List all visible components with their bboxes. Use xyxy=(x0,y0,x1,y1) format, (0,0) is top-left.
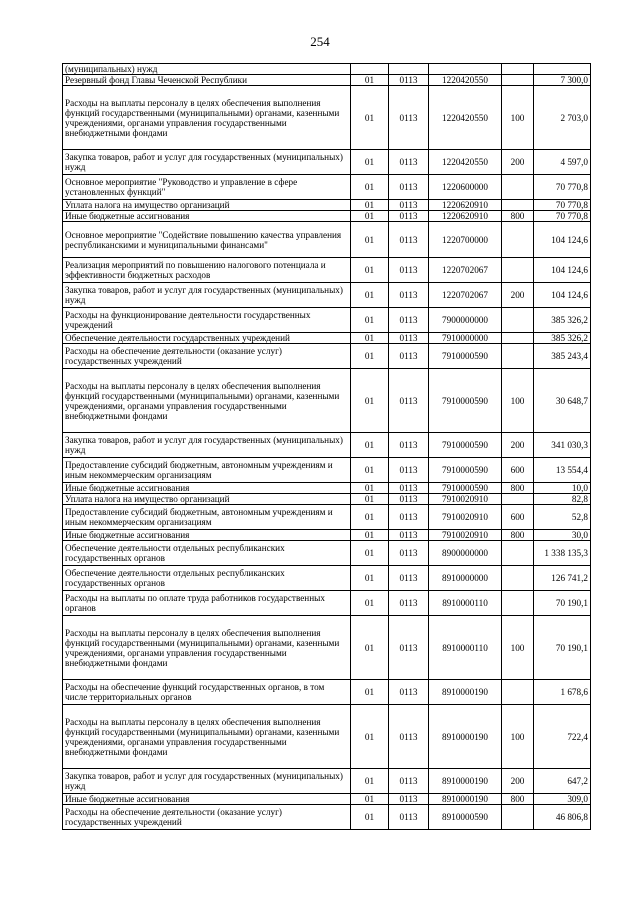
row-name-cell: Расходы на выплаты по оплате труда работников государственных органов xyxy=(63,591,351,616)
row-vr-cell: 600 xyxy=(502,458,534,483)
row-vr-cell xyxy=(502,175,534,200)
row-vr-cell: 200 xyxy=(502,150,534,175)
row-sum-cell: 722,4 xyxy=(534,705,591,769)
row-csr-cell: 8910000000 xyxy=(429,566,502,591)
row-rz-cell: 01 xyxy=(351,283,389,308)
row-pr-cell: 0113 xyxy=(389,369,429,433)
row-vr-cell xyxy=(502,222,534,258)
row-csr-cell: 1220420550 xyxy=(429,150,502,175)
row-name-cell: Расходы на обеспечение деятельности (оказание услуг) государственных учреждений xyxy=(63,805,351,830)
row-pr-cell: 0113 xyxy=(389,458,429,483)
row-name-cell: Обеспечение деятельности отдельных республиканских государственных органов xyxy=(63,541,351,566)
row-sum-cell: 52,8 xyxy=(534,505,591,530)
row-rz-cell: 01 xyxy=(351,616,389,680)
row-rz-cell: 01 xyxy=(351,150,389,175)
table-row xyxy=(63,805,591,830)
table-row xyxy=(63,64,591,75)
row-name-cell: Основное мероприятие "Руководство и управление в сфере установленных функций" xyxy=(63,175,351,200)
row-pr-cell: 0113 xyxy=(389,705,429,769)
row-csr-cell: 7910000590 xyxy=(429,483,502,494)
table-row xyxy=(63,75,591,86)
row-csr-cell: 7910020910 xyxy=(429,530,502,541)
row-sum-cell: 82,8 xyxy=(534,494,591,505)
table-row xyxy=(63,86,591,150)
row-rz-cell xyxy=(351,64,389,75)
row-name-cell: Расходы на функционирование деятельности государственных учреждений xyxy=(63,308,351,333)
row-pr-cell: 0113 xyxy=(389,566,429,591)
budget-table xyxy=(62,63,591,830)
row-rz-cell: 01 xyxy=(351,200,389,211)
row-name-cell: Иные бюджетные ассигнования xyxy=(63,530,351,541)
row-csr-cell: 7910020910 xyxy=(429,494,502,505)
table-row xyxy=(63,541,591,566)
row-pr-cell: 0113 xyxy=(389,483,429,494)
row-vr-cell xyxy=(502,200,534,211)
row-sum-cell: 70 770,8 xyxy=(534,175,591,200)
row-sum-cell: 104 124,6 xyxy=(534,222,591,258)
row-name-cell: Закупка товаров, работ и услуг для государственных (муниципальных) нужд xyxy=(63,283,351,308)
row-vr-cell: 200 xyxy=(502,283,534,308)
row-pr-cell: 0113 xyxy=(389,616,429,680)
table-row xyxy=(63,344,591,369)
row-rz-cell: 01 xyxy=(351,530,389,541)
row-name-cell: Резервный фонд Главы Чеченской Республики xyxy=(63,75,351,86)
row-csr-cell: 1220702067 xyxy=(429,283,502,308)
row-pr-cell: 0113 xyxy=(389,86,429,150)
row-rz-cell: 01 xyxy=(351,211,389,222)
row-vr-cell: 200 xyxy=(502,769,534,794)
table-row xyxy=(63,458,591,483)
table-row xyxy=(63,505,591,530)
row-vr-cell: 100 xyxy=(502,369,534,433)
row-csr-cell: 7910000590 xyxy=(429,369,502,433)
row-pr-cell: 0113 xyxy=(389,150,429,175)
row-rz-cell: 01 xyxy=(351,769,389,794)
row-rz-cell: 01 xyxy=(351,705,389,769)
row-rz-cell: 01 xyxy=(351,505,389,530)
table-row xyxy=(63,794,591,805)
row-pr-cell: 0113 xyxy=(389,333,429,344)
row-name-cell: Закупка товаров, работ и услуг для государственных (муниципальных) нужд xyxy=(63,769,351,794)
row-sum-cell: 30,0 xyxy=(534,530,591,541)
table-row xyxy=(63,369,591,433)
row-rz-cell: 01 xyxy=(351,680,389,705)
row-sum-cell: 70 770,8 xyxy=(534,211,591,222)
row-sum-cell: 70 770,8 xyxy=(534,200,591,211)
row-name-cell: Обеспечение деятельности отдельных республиканских государственных органов xyxy=(63,566,351,591)
table-row xyxy=(63,433,591,458)
row-name-cell: Обеспечение деятельности государственных учреждений xyxy=(63,333,351,344)
row-pr-cell: 0113 xyxy=(389,591,429,616)
row-csr-cell: 1220620910 xyxy=(429,211,502,222)
row-vr-cell: 800 xyxy=(502,530,534,541)
row-sum-cell: 1 338 135,3 xyxy=(534,541,591,566)
row-rz-cell: 01 xyxy=(351,494,389,505)
row-vr-cell xyxy=(502,494,534,505)
row-pr-cell: 0113 xyxy=(389,175,429,200)
row-pr-cell: 0113 xyxy=(389,211,429,222)
table-row xyxy=(63,769,591,794)
row-csr-cell: 1220420550 xyxy=(429,75,502,86)
row-sum-cell: 46 806,8 xyxy=(534,805,591,830)
table-row xyxy=(63,308,591,333)
row-csr-cell xyxy=(429,64,502,75)
row-rz-cell: 01 xyxy=(351,222,389,258)
row-csr-cell: 1220700000 xyxy=(429,222,502,258)
row-csr-cell: 8910000110 xyxy=(429,616,502,680)
row-csr-cell: 8910000190 xyxy=(429,680,502,705)
row-name-cell: Закупка товаров, работ и услуг для государственных (муниципальных) нужд xyxy=(63,433,351,458)
table-row xyxy=(63,175,591,200)
row-pr-cell: 0113 xyxy=(389,541,429,566)
row-vr-cell xyxy=(502,680,534,705)
row-rz-cell: 01 xyxy=(351,344,389,369)
row-name-cell: Уплата налога на имущество организаций xyxy=(63,494,351,505)
row-pr-cell: 0113 xyxy=(389,258,429,283)
row-rz-cell: 01 xyxy=(351,483,389,494)
row-vr-cell xyxy=(502,344,534,369)
row-rz-cell: 01 xyxy=(351,258,389,283)
row-sum-cell: 126 741,2 xyxy=(534,566,591,591)
page-number: 254 xyxy=(310,34,330,49)
row-csr-cell: 1220600000 xyxy=(429,175,502,200)
row-sum-cell: 10,0 xyxy=(534,483,591,494)
table-row xyxy=(63,680,591,705)
row-csr-cell: 7910020910 xyxy=(429,505,502,530)
row-pr-cell: 0113 xyxy=(389,530,429,541)
row-vr-cell: 800 xyxy=(502,211,534,222)
row-rz-cell: 01 xyxy=(351,541,389,566)
row-rz-cell: 01 xyxy=(351,591,389,616)
row-name-cell: Иные бюджетные ассигнования xyxy=(63,211,351,222)
row-sum-cell: 104 124,6 xyxy=(534,283,591,308)
row-rz-cell: 01 xyxy=(351,433,389,458)
row-name-cell: Расходы на выплаты персоналу в целях обеспечения выполнения функций государственными (муниципальными) органами, казенными учреждениями, органами управления государственными внебюджетными фондами xyxy=(63,369,351,433)
row-rz-cell: 01 xyxy=(351,794,389,805)
row-pr-cell: 0113 xyxy=(389,433,429,458)
row-csr-cell: 8910000190 xyxy=(429,769,502,794)
row-name-cell: Предоставление субсидий бюджетным, автономным учреждениям и иным некоммерческим организациям xyxy=(63,505,351,530)
row-name-cell: Расходы на выплаты персоналу в целях обеспечения выполнения функций государственными (муниципальными) органами, казенными учреждениями, органами управления государственными внебюджетными фондами xyxy=(63,86,351,150)
row-rz-cell: 01 xyxy=(351,333,389,344)
row-vr-cell: 200 xyxy=(502,433,534,458)
row-vr-cell: 100 xyxy=(502,86,534,150)
row-vr-cell xyxy=(502,541,534,566)
table-row xyxy=(63,258,591,283)
row-sum-cell: 385 326,2 xyxy=(534,333,591,344)
row-vr-cell: 100 xyxy=(502,705,534,769)
row-rz-cell: 01 xyxy=(351,458,389,483)
table-row xyxy=(63,494,591,505)
row-name-cell: Расходы на выплаты персоналу в целях обеспечения выполнения функций государственными (муниципальными) органами, казенными учреждениями, органами управления государственными внебюджетными фондами xyxy=(63,705,351,769)
table-row xyxy=(63,150,591,175)
row-pr-cell: 0113 xyxy=(389,200,429,211)
table-row xyxy=(63,211,591,222)
row-name-cell: Расходы на выплаты персоналу в целях обеспечения выполнения функций государственными (муниципальными) органами, казенными учреждениями, органами управления государственными внебюджетными фондами xyxy=(63,616,351,680)
row-sum-cell: 30 648,7 xyxy=(534,369,591,433)
row-sum-cell: 104 124,6 xyxy=(534,258,591,283)
row-vr-cell xyxy=(502,64,534,75)
row-pr-cell: 0113 xyxy=(389,308,429,333)
row-name-cell: (муниципальных) нужд xyxy=(63,64,351,75)
row-name-cell: Реализация мероприятий по повышению налогового потенциала и эффективности бюджетных расходов xyxy=(63,258,351,283)
row-csr-cell: 7900000000 xyxy=(429,308,502,333)
row-pr-cell: 0113 xyxy=(389,222,429,258)
row-sum-cell xyxy=(534,64,591,75)
row-csr-cell: 7910000590 xyxy=(429,433,502,458)
row-sum-cell: 2 703,0 xyxy=(534,86,591,150)
row-sum-cell: 647,2 xyxy=(534,769,591,794)
row-sum-cell: 1 678,6 xyxy=(534,680,591,705)
row-sum-cell: 309,0 xyxy=(534,794,591,805)
row-rz-cell: 01 xyxy=(351,86,389,150)
row-name-cell: Уплата налога на имущество организаций xyxy=(63,200,351,211)
row-sum-cell: 70 190,1 xyxy=(534,591,591,616)
row-vr-cell xyxy=(502,333,534,344)
row-name-cell: Предоставление субсидий бюджетным, автономным учреждениям и иным некоммерческим организациям xyxy=(63,458,351,483)
row-csr-cell: 8900000000 xyxy=(429,541,502,566)
table-row xyxy=(63,283,591,308)
row-sum-cell: 7 300,0 xyxy=(534,75,591,86)
row-csr-cell: 8910000190 xyxy=(429,705,502,769)
budget-table-body xyxy=(63,64,591,830)
row-vr-cell xyxy=(502,805,534,830)
row-rz-cell: 01 xyxy=(351,175,389,200)
row-csr-cell: 7910000590 xyxy=(429,458,502,483)
row-rz-cell: 01 xyxy=(351,308,389,333)
table-row xyxy=(63,333,591,344)
row-rz-cell: 01 xyxy=(351,566,389,591)
row-pr-cell: 0113 xyxy=(389,794,429,805)
row-vr-cell xyxy=(502,75,534,86)
row-pr-cell: 0113 xyxy=(389,283,429,308)
row-pr-cell: 0113 xyxy=(389,805,429,830)
row-pr-cell: 0113 xyxy=(389,494,429,505)
row-name-cell: Иные бюджетные ассигнования xyxy=(63,794,351,805)
row-pr-cell: 0113 xyxy=(389,505,429,530)
row-name-cell: Расходы на обеспечение деятельности (оказание услуг) государственных учреждений xyxy=(63,344,351,369)
row-vr-cell: 800 xyxy=(502,483,534,494)
row-vr-cell xyxy=(502,308,534,333)
table-row xyxy=(63,200,591,211)
row-rz-cell: 01 xyxy=(351,369,389,433)
row-vr-cell xyxy=(502,591,534,616)
row-csr-cell: 1220620910 xyxy=(429,200,502,211)
row-sum-cell: 70 190,1 xyxy=(534,616,591,680)
row-vr-cell: 600 xyxy=(502,505,534,530)
row-name-cell: Основное мероприятие "Содействие повышению качества управления республиканскими и муниципальными финансами" xyxy=(63,222,351,258)
row-name-cell: Расходы на обеспечение функций государственных органов, в том числе территориальных органов xyxy=(63,680,351,705)
row-sum-cell: 385 243,4 xyxy=(534,344,591,369)
row-csr-cell: 1220420550 xyxy=(429,86,502,150)
row-csr-cell: 8910000110 xyxy=(429,591,502,616)
table-row xyxy=(63,483,591,494)
row-pr-cell: 0113 xyxy=(389,75,429,86)
row-csr-cell: 7910000590 xyxy=(429,344,502,369)
row-sum-cell: 4 597,0 xyxy=(534,150,591,175)
table-row xyxy=(63,705,591,769)
row-csr-cell: 8910000190 xyxy=(429,794,502,805)
row-csr-cell: 7910000000 xyxy=(429,333,502,344)
row-sum-cell: 13 554,4 xyxy=(534,458,591,483)
row-rz-cell: 01 xyxy=(351,75,389,86)
row-sum-cell: 385 326,2 xyxy=(534,308,591,333)
row-vr-cell: 800 xyxy=(502,794,534,805)
table-row xyxy=(63,616,591,680)
table-row xyxy=(63,222,591,258)
table-row xyxy=(63,530,591,541)
row-pr-cell xyxy=(389,64,429,75)
row-pr-cell: 0113 xyxy=(389,680,429,705)
row-vr-cell: 100 xyxy=(502,616,534,680)
row-name-cell: Закупка товаров, работ и услуг для государственных (муниципальных) нужд xyxy=(63,150,351,175)
row-vr-cell xyxy=(502,258,534,283)
table-row xyxy=(63,591,591,616)
row-csr-cell: 1220702067 xyxy=(429,258,502,283)
row-sum-cell: 341 030,3 xyxy=(534,433,591,458)
row-pr-cell: 0113 xyxy=(389,344,429,369)
row-csr-cell: 8910000590 xyxy=(429,805,502,830)
row-name-cell: Иные бюджетные ассигнования xyxy=(63,483,351,494)
row-rz-cell: 01 xyxy=(351,805,389,830)
row-pr-cell: 0113 xyxy=(389,769,429,794)
table-row xyxy=(63,566,591,591)
row-vr-cell xyxy=(502,566,534,591)
